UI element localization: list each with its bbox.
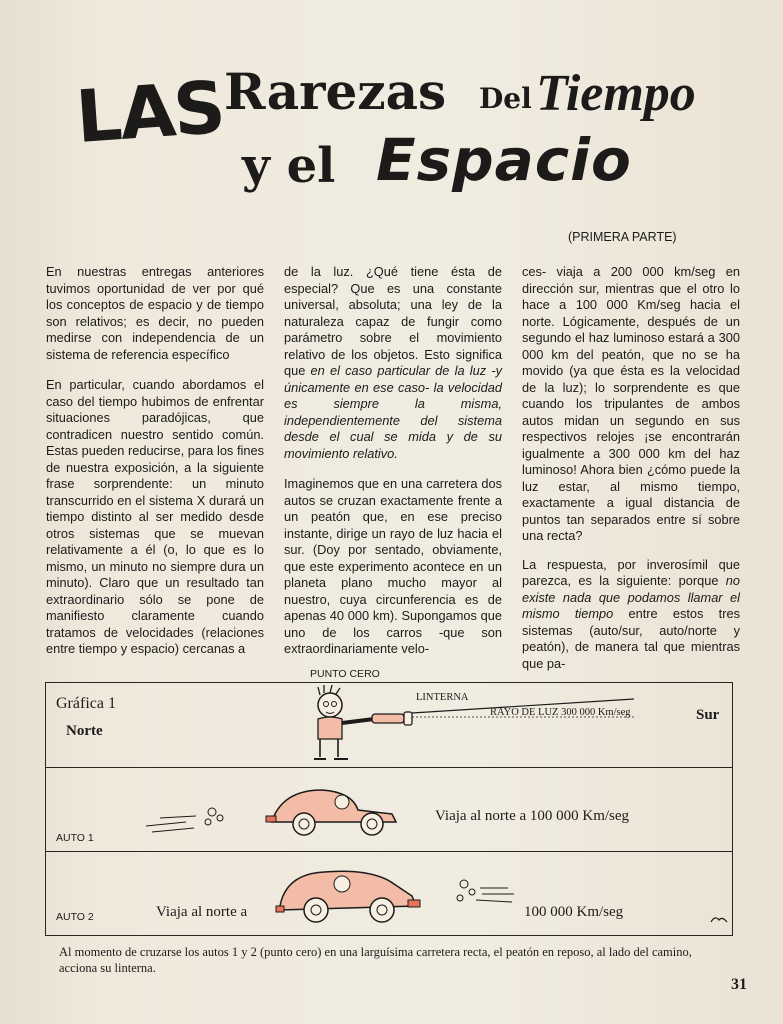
flashlight-label: LINTERNA <box>416 692 469 703</box>
paragraph-text: entre estos tres sistemas (auto/sur, auto/norte y peatón), de manera tal que mientras que pa- <box>522 606 740 671</box>
text-column-3 <box>522 264 740 684</box>
text-column-2 <box>284 264 502 672</box>
light-ray-beam <box>412 695 642 725</box>
paragraph-text: de la luz. ¿Qué tiene ésta de especial? Que es una constante universal, absoluta; una ley de la naturaleza capaz de fungir como parámetro sobre el movimiento relativo de los objetos. Esto significa que <box>284 264 502 378</box>
signature-mark <box>710 914 728 924</box>
title-espacio: Espacio <box>376 126 632 194</box>
south-label: Sur <box>696 707 720 723</box>
paragraph: Imaginemos que en una carretera dos autos se cruzan exactamente frente a un peatón que, en ese preciso instante, dirige un rayo de luz hacia el sur. (Doy por sentado, obviamente, que este experimento acontece en un planeta plano mucho mayor al nuestro, cuya circunferencia es de apenas 40 000 km). Supongamos que uno de los carros -que son extraordinariamente velo- <box>284 476 502 656</box>
paragraph: En particular, cuando abordamos el caso del tiempo hubimos de enfrentar situaciones paradójicas, que contradicen nuestro sentido común. Estas pueden reducirse, para los fines de nuestra exposición, a la siguiente frase sorprendente: un minuto transcurrido en el sistema X durará un tiempo distinto al ser medido desde otros sistemas que se muevan relativamente a él (o, lo que es lo mismo, un minuto no siempre dura un minuto). Claro que un resultado tan extraordinario sólo se pone de manifiesto claramente cuando tratamos de velocidades (relaciones entre tiempo y espacio) cercanas a <box>46 377 264 656</box>
title-del: Del <box>479 82 532 115</box>
article-title <box>74 62 734 232</box>
paragraph <box>284 264 502 462</box>
punto-cero-label: PUNTO CERO <box>310 668 380 680</box>
figure-grafica-1 <box>45 682 733 936</box>
car-2-illustration <box>276 854 516 930</box>
auto-2-label: AUTO 2 <box>56 911 94 923</box>
article-subtitle: (PRIMERA PARTE) <box>568 230 677 244</box>
paragraph <box>522 557 740 673</box>
title-y-el: y el <box>242 138 336 194</box>
figure-row-pedestrian <box>46 683 732 768</box>
title-tiempo: Tiempo <box>536 65 696 122</box>
page-number: 31 <box>731 976 747 993</box>
figure-row-auto-2 <box>46 852 732 935</box>
auto-2-speed-text-a: Viaja al norte a <box>156 904 248 920</box>
north-label: Norte <box>66 723 103 739</box>
light-ray-label: RAYO DE LUZ 300 000 Km/seg <box>490 707 631 718</box>
title-las: LAS <box>73 64 227 160</box>
paragraph: En nuestras entregas anteriores tuvimos oportunidad de ver por qué los conceptos de espacio y de tiempo son relativos; es decir, no pueden medirse con independencia de un sistema de referencia específico <box>46 264 264 362</box>
figure-caption: Al momento de cruzarse los autos 1 y 2 (punto cero) en una larguísima carretera recta, el peatón en reposo, al lado del camino, acciona su linterna. <box>59 945 692 975</box>
paragraph-text: La respuesta, por inverosímil que parezca, es la siguiente: porque <box>522 556 740 588</box>
auto-2-speed-text-b: 100 000 Km/seg <box>524 904 624 920</box>
figure-title: Gráfica 1 <box>56 695 116 712</box>
car-1-illustration <box>146 780 406 846</box>
auto-1-speed-text: Viaja al norte a 100 000 Km/seg <box>435 808 630 824</box>
pedestrian-illustration <box>304 685 424 767</box>
paragraph: ces- viaja a 200 000 km/seg en dirección sur, mientras que el otro lo hace a 100 000 Km/seg hacia el norte. Lógicamente, después de un segundo el haz luminoso estará a 300 000 km del peatón, que no se ha movido (ya que ésta es la velocidad de la luz); lo sorprendente es que cuando los tripulantes de ambos autos midan un segundo en sus respectivos relojes ¡se encontrarán igualmente a 300 000 km del haz luminoso! Ahora bien ¿cómo puede la luz estar, al mismo tiempo, exactamente a igual distancia de puntos tan separados entre sí sobre una recta? <box>522 264 740 543</box>
text-column-1 <box>46 264 264 672</box>
figure-row-auto-1 <box>46 768 732 852</box>
auto-1-label: AUTO 1 <box>56 832 94 844</box>
paragraph-emphasis: en el caso particular de la luz -y únicamente en ese caso- la velocidad es siempre la misma, independientemente del sistema desde el cual se mida y de su movimiento relativo. <box>284 363 502 461</box>
title-rarezas: Rarezas <box>224 62 447 121</box>
paragraph-emphasis: no existe nada que podamos llamar el mismo tiempo <box>522 573 740 621</box>
